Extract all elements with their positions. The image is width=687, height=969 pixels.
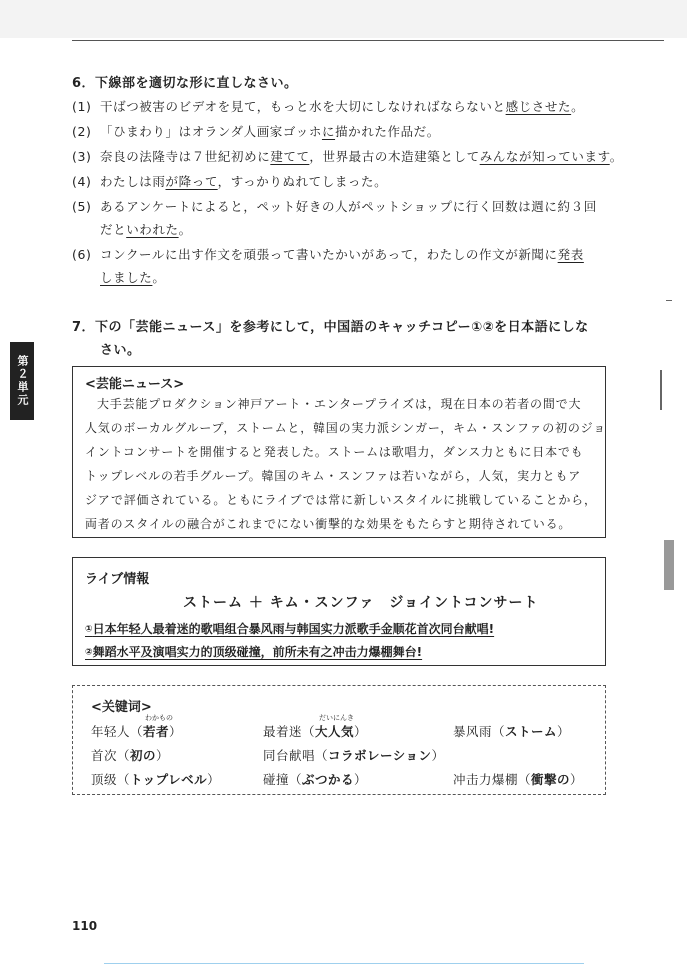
keyword-jp: コラボレーション (328, 748, 432, 763)
q6-2 (72, 122, 440, 140)
q6-3-text: 奈良の法隆寺は７世紀初めに (100, 149, 271, 164)
q6-6-underlined-b: しました (100, 270, 153, 285)
catch-copy-1 (85, 620, 494, 637)
keyword-item: 碰撞（ぶつかる） (263, 772, 368, 787)
q6-4-text: わたしは雨 (100, 174, 166, 189)
q6-2-text: 「ひまわり」はオランダ人画家ゴッホ (100, 124, 322, 139)
keyword-ruby: わかもの (145, 714, 174, 722)
keyword-item: 冲击力爆棚（衝撃の） (453, 772, 584, 787)
q6-1-end: 。 (571, 99, 585, 114)
keyword-item: 最着迷（ だいにんき 大人気） (263, 714, 368, 739)
q6-6 (72, 245, 584, 263)
keyword-jp: ストーム (505, 724, 558, 739)
keyword-cn: 年轻人 (91, 724, 131, 739)
page-number: 110 (72, 919, 98, 933)
q6-6-text: コンクールに出す作文を頑張って書いたかいがあって，わたしの作文が新聞に (100, 247, 558, 262)
keyword-cn: 碰撞 (263, 772, 290, 787)
catch-copy-1-mark: ① (85, 624, 93, 635)
keyword-jp: 初の (130, 748, 157, 763)
q6-4-end: ，すっかりぬれてしまった。 (217, 174, 388, 189)
keyword-title: <关键词> (91, 700, 152, 715)
keyword-jp: 大人気 (315, 724, 355, 739)
top-rule (72, 40, 664, 41)
scan-noise (664, 540, 674, 590)
news-title: <芸能ニュース> (85, 377, 185, 392)
q6-3-num: (3) (72, 149, 92, 164)
keyword-item: 同台献唱（コラボレーション） (263, 748, 445, 763)
catch-copy-2-mark: ② (85, 647, 93, 658)
q6-4-num: (4) (72, 174, 92, 189)
news-line: イントコンサートを開催すると発表した。ストームは歌唱力，ダンス力ともに日本でも (85, 445, 584, 459)
keyword-item: 首次（初の） (91, 748, 170, 763)
keyword-ruby: だいにんき (319, 714, 355, 722)
q6-1 (72, 97, 584, 115)
keyword-jp: ぶつかる (302, 772, 355, 787)
q6-3-end: 。 (609, 149, 623, 164)
news-line: トップレベルの若手グループ。韓国のキム・スンファは若いながら，人気，実力ともア (85, 469, 582, 483)
live-info-box (72, 557, 606, 666)
q6-4 (72, 172, 387, 190)
section7-heading-line1: 7．下の「芸能ニュース」を参考にして，中国語のキャッチコピー①②を日本語にしな (72, 320, 589, 335)
keyword-item: 暴风雨（ストーム） (453, 724, 571, 739)
q6-6-underlined-a: 発表 (557, 247, 584, 262)
q6-5-underlined: いわれた (126, 222, 179, 237)
keyword-jp: 衝撃の (531, 772, 571, 787)
keyword-cn: 首次 (91, 748, 118, 763)
keyword-cn: 冲击力爆棚 (453, 772, 519, 787)
keyword-jp: トップレベル (130, 772, 208, 787)
q6-6-end: 。 (152, 270, 166, 285)
q6-5 (72, 197, 597, 215)
keyword-cn: 暴风雨 (453, 724, 493, 739)
catch-copy-1-text: 日本年轻人最着迷的歌唱组合暴风雨与韩国实力派歌手金顺花首次同台献唱! (92, 622, 495, 636)
q6-5-end: 。 (178, 222, 192, 237)
news-box (72, 366, 606, 538)
keyword-cn: 顶级 (91, 772, 118, 787)
scan-noise (660, 370, 662, 410)
catch-copy-2 (85, 643, 422, 660)
q6-3-underlined-a: 建てて (270, 149, 310, 164)
news-line: 大手芸能プロダクション神戸アート・エンタープライズは，現在日本の若者の間で大 (97, 397, 582, 411)
q6-6-num: (6) (72, 247, 92, 262)
q6-5-cont-text: だと (100, 222, 127, 237)
keyword-jp: 若者 (143, 724, 170, 739)
scan-noise (666, 300, 672, 301)
q6-2-num: (2) (72, 124, 92, 139)
keyword-item: 年轻人（ わかもの 若者） (91, 714, 183, 739)
news-line: 人気のボーカルグループ，ストームと，韓国の実力派シンガー，キム・スンファの初のジョ (85, 421, 607, 435)
news-line: ジアで評価されている。ともにライブでは常に新しいスタイルに挑戦していることから， (85, 493, 597, 507)
section6-heading: 6．下線部を適切な形に直しなさい。 (72, 76, 298, 91)
live-info-title: ライブ情報 (85, 572, 150, 587)
bottom-rule (104, 963, 584, 964)
q6-3 (72, 147, 623, 165)
live-concert-title: ストーム ＋ キム・スンファ ジョイントコンサート (183, 595, 539, 611)
q6-2-underlined: に (321, 124, 336, 139)
unit-side-tab: 第２単元 (10, 342, 34, 420)
keyword-cn: 最着迷 (263, 724, 303, 739)
q6-3-underlined-b: みんなが知っています (479, 149, 610, 164)
keyword-item: 顶级（トップレベル） (91, 772, 221, 787)
q6-2-end: 描かれた作品だ。 (335, 124, 440, 139)
q6-5-num: (5) (72, 199, 92, 214)
keyword-box (72, 685, 606, 795)
section7-heading-line2: さい。 (100, 343, 141, 358)
news-line: 両者のスタイルの融合がこれまでにない衝撃的な効果をもたらすと期待されている。 (85, 517, 572, 531)
catch-copy-2-text: 舞蹈水平及演唱实力的顶级碰撞，前所未有之冲击力爆棚舞台! (92, 645, 423, 659)
keyword-cn: 同台献唱 (263, 748, 316, 763)
q6-4-underlined: が降って (165, 174, 218, 189)
q6-5-text: あるアンケートによると，ペット好きの人がペットショップに行く回数は週に約３回 (100, 199, 597, 214)
page-top-shade (0, 0, 687, 38)
q6-6-cont (72, 268, 166, 286)
q6-5-cont (72, 220, 192, 238)
q6-1-text: 干ばつ被害のビデオを見て，もっと水を大切にしなければならないと (100, 99, 506, 114)
q6-1-num: (1) (72, 99, 92, 114)
q6-3-mid: ，世界最古の木造建築として (309, 149, 480, 164)
q6-1-underlined: 感じさせた (505, 99, 572, 114)
